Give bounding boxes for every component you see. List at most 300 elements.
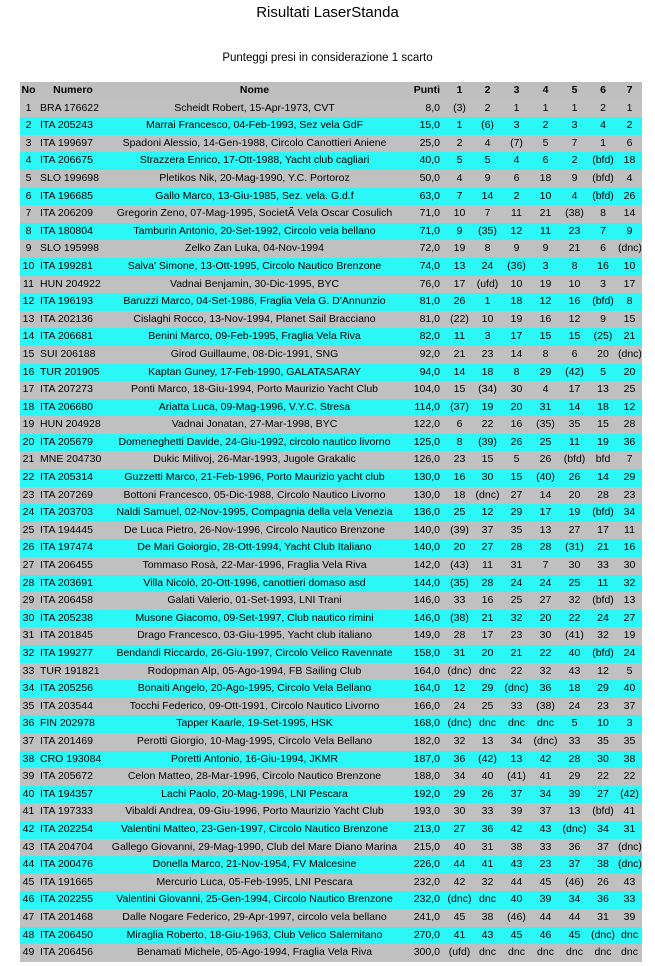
rank-cell: 34 xyxy=(20,680,37,698)
race-2-cell: dnc xyxy=(473,891,502,909)
race-1-cell: (43) xyxy=(446,557,473,575)
sailor-name-cell: Ponti Marco, 18-Giu-1994, Porto Maurizio Yacht Club xyxy=(109,381,400,399)
race-4-cell: 42 xyxy=(531,751,560,769)
race-5-cell: 17 xyxy=(560,381,589,399)
race-6-cell: 6 xyxy=(589,240,617,258)
table-row xyxy=(20,768,642,786)
race-1-cell: 20 xyxy=(446,539,473,557)
sail-number-cell: ITA 203544 xyxy=(37,698,109,716)
sail-number-cell: ITA 203691 xyxy=(37,575,109,593)
table-row xyxy=(20,135,642,153)
race-7-cell: 21 xyxy=(617,328,642,346)
sailor-name-cell: Tocchi Federico, 09-Ott-1991, Circolo Nautico Livorno xyxy=(109,698,400,716)
points-cell: 125,0 xyxy=(400,434,446,452)
race-4-cell: 11 xyxy=(531,223,560,241)
race-4-cell: (38) xyxy=(531,698,560,716)
race-4-cell: 31 xyxy=(531,399,560,417)
table-row xyxy=(20,311,642,329)
rank-cell: 31 xyxy=(20,627,37,645)
race-2-cell: 17 xyxy=(473,627,502,645)
race-3-cell: 33 xyxy=(502,698,531,716)
race-1-cell: (37) xyxy=(446,399,473,417)
race-7-cell: 4 xyxy=(617,170,642,188)
sailor-name-cell: Ariatta Luca, 09-Mag-1996, V.Y.C. Stresa xyxy=(109,399,400,417)
race-2-cell: 20 xyxy=(473,645,502,663)
race-6-cell: (bfd) xyxy=(589,592,617,610)
race-3-cell: dnc xyxy=(502,944,531,962)
sail-number-cell: ITA 201469 xyxy=(37,733,109,751)
race-2-cell: 8 xyxy=(473,240,502,258)
race-4-cell: 19 xyxy=(531,276,560,294)
table-row xyxy=(20,891,642,909)
race-5-cell: 39 xyxy=(560,786,589,804)
race-6-cell: 32 xyxy=(589,627,617,645)
rank-cell: 5 xyxy=(20,170,37,188)
sailor-name-cell: Bonaiti Angelo, 20-Ago-1995, Circolo Vela Bellano xyxy=(109,680,400,698)
race-4-cell: 33 xyxy=(531,839,560,857)
race-7-cell: 39 xyxy=(617,909,642,927)
race-1-cell: (22) xyxy=(446,311,473,329)
race-1-cell: 19 xyxy=(446,240,473,258)
points-cell: 193,0 xyxy=(400,803,446,821)
race-1-cell: (dnc) xyxy=(446,663,473,681)
points-cell: 122,0 xyxy=(400,416,446,434)
race-1-cell: 12 xyxy=(446,680,473,698)
rank-cell: 12 xyxy=(20,293,37,311)
race-2-cell: 37 xyxy=(473,522,502,540)
table-row xyxy=(20,663,642,681)
race-3-cell: 14 xyxy=(502,346,531,364)
sail-number-cell: ITA 196685 xyxy=(37,188,109,206)
race-5-cell: 15 xyxy=(560,328,589,346)
race-2-cell: 4 xyxy=(473,135,502,153)
race-1-cell: 33 xyxy=(446,592,473,610)
race-2-cell: 19 xyxy=(473,399,502,417)
race-7-cell: 11 xyxy=(617,522,642,540)
race-1-cell: 21 xyxy=(446,346,473,364)
race-1-cell: 45 xyxy=(446,909,473,927)
rank-cell: 4 xyxy=(20,152,37,170)
race-1-cell: 6 xyxy=(446,416,473,434)
points-cell: 140,0 xyxy=(400,539,446,557)
race-3-cell: 19 xyxy=(502,311,531,329)
sailor-name-cell: Galati Valerio, 01-Set-1993, LNI Trani xyxy=(109,592,400,610)
points-cell: 40,0 xyxy=(400,152,446,170)
race-5-cell: (42) xyxy=(560,364,589,382)
race-6-cell: (bfd) xyxy=(589,152,617,170)
race-5-cell: 2 xyxy=(560,152,589,170)
table-row xyxy=(20,170,642,188)
race-2-cell: 24 xyxy=(473,258,502,276)
race-2-cell: 29 xyxy=(473,680,502,698)
race-1-cell: 2 xyxy=(446,135,473,153)
race-2-cell: 28 xyxy=(473,575,502,593)
race-7-cell: 1 xyxy=(617,100,642,118)
race-2-cell: 11 xyxy=(473,557,502,575)
table-row xyxy=(20,504,642,522)
race-6-cell: (bfd) xyxy=(589,504,617,522)
race-3-cell: 28 xyxy=(502,539,531,557)
table-row xyxy=(20,803,642,821)
sail-number-cell: ITA 205679 xyxy=(37,434,109,452)
rank-cell: 18 xyxy=(20,399,37,417)
sail-number-cell: ITA 207273 xyxy=(37,381,109,399)
results-body xyxy=(20,100,642,962)
race-5-cell: (bfd) xyxy=(560,451,589,469)
race-1-cell: 13 xyxy=(446,258,473,276)
sailor-name-cell: Dalle Nogare Federico, 29-Apr-1997, circolo vela bellano xyxy=(109,909,400,927)
table-row xyxy=(20,240,642,258)
header-race-4: 4 xyxy=(531,82,560,100)
sailor-name-cell: Gregorin Zeno, 07-Mag-1995, SocietÃ Vela Oscar Cosulich xyxy=(109,205,400,223)
race-6-cell: 11 xyxy=(589,575,617,593)
race-5-cell: (38) xyxy=(560,205,589,223)
race-6-cell: 28 xyxy=(589,487,617,505)
race-1-cell: 7 xyxy=(446,188,473,206)
race-2-cell: 23 xyxy=(473,346,502,364)
sail-number-cell: SLO 195998 xyxy=(37,240,109,258)
rank-cell: 23 xyxy=(20,487,37,505)
points-cell: 144,0 xyxy=(400,575,446,593)
page-title: Risultati LaserStanda xyxy=(256,4,399,21)
points-cell: 192,0 xyxy=(400,786,446,804)
rank-cell: 21 xyxy=(20,451,37,469)
race-6-cell: 2 xyxy=(589,100,617,118)
race-5-cell: 20 xyxy=(560,487,589,505)
sailor-name-cell: Zelko Zan Luka, 04-Nov-1994 xyxy=(109,240,400,258)
race-6-cell: 1 xyxy=(589,135,617,153)
race-6-cell: 5 xyxy=(589,364,617,382)
sailor-name-cell: Marrai Francesco, 04-Feb-1993, Sez vela GdF xyxy=(109,117,400,135)
race-1-cell: 1 xyxy=(446,117,473,135)
race-6-cell: 38 xyxy=(589,856,617,874)
race-4-cell: 26 xyxy=(531,451,560,469)
table-row xyxy=(20,364,642,382)
race-2-cell: 31 xyxy=(473,839,502,857)
race-2-cell: 38 xyxy=(473,909,502,927)
sailor-name-cell: Cislaghi Rocco, 13-Nov-1994, Planet Sail Bracciano xyxy=(109,311,400,329)
sailor-name-cell: Baruzzi Marco, 04-Set-1986, Fraglia Vela G. D'Annunzio xyxy=(109,293,400,311)
header-race-2: 2 xyxy=(473,82,502,100)
race-6-cell: 8 xyxy=(589,205,617,223)
race-2-cell: 14 xyxy=(473,188,502,206)
table-row xyxy=(20,856,642,874)
race-7-cell: 28 xyxy=(617,416,642,434)
race-1-cell: (35) xyxy=(446,575,473,593)
race-4-cell: 10 xyxy=(531,188,560,206)
rank-cell: 17 xyxy=(20,381,37,399)
race-6-cell: 37 xyxy=(589,839,617,857)
sail-number-cell: ITA 203703 xyxy=(37,504,109,522)
race-6-cell: 18 xyxy=(589,399,617,417)
race-5-cell: 10 xyxy=(560,276,589,294)
race-2-cell: 13 xyxy=(473,733,502,751)
table-row xyxy=(20,539,642,557)
sail-number-cell: ITA 204704 xyxy=(37,839,109,857)
race-1-cell: 9 xyxy=(446,223,473,241)
rank-cell: 22 xyxy=(20,469,37,487)
race-5-cell: (41) xyxy=(560,627,589,645)
race-4-cell: 6 xyxy=(531,152,560,170)
race-2-cell: 9 xyxy=(473,170,502,188)
race-7-cell: 38 xyxy=(617,751,642,769)
race-1-cell: 27 xyxy=(446,821,473,839)
race-4-cell: 17 xyxy=(531,504,560,522)
table-row xyxy=(20,451,642,469)
table-row xyxy=(20,575,642,593)
race-4-cell: 14 xyxy=(531,487,560,505)
race-5-cell: 25 xyxy=(560,575,589,593)
rank-cell: 37 xyxy=(20,733,37,751)
race-7-cell: 18 xyxy=(617,152,642,170)
race-5-cell: (46) xyxy=(560,874,589,892)
race-2-cell: 2 xyxy=(473,100,502,118)
race-4-cell: 23 xyxy=(531,856,560,874)
sailor-name-cell: Villa Nicolò, 20-Ott-1996, canottieri domaso asd xyxy=(109,575,400,593)
points-cell: 50,0 xyxy=(400,170,446,188)
table-row xyxy=(20,328,642,346)
header-race-1: 1 xyxy=(446,82,473,100)
race-6-cell: 29 xyxy=(589,680,617,698)
sailor-name-cell: Valentini Matteo, 23-Gen-1997, Circolo Nautico Brenzone xyxy=(109,821,400,839)
race-3-cell: 2 xyxy=(502,188,531,206)
table-row xyxy=(20,416,642,434)
race-4-cell: 44 xyxy=(531,909,560,927)
race-5-cell: 44 xyxy=(560,909,589,927)
race-4-cell: 18 xyxy=(531,170,560,188)
sail-number-cell: SUI 206188 xyxy=(37,346,109,364)
race-1-cell: 31 xyxy=(446,645,473,663)
sail-number-cell: ITA 199277 xyxy=(37,645,109,663)
sail-number-cell: ITA 199281 xyxy=(37,258,109,276)
rank-cell: 47 xyxy=(20,909,37,927)
race-6-cell: 14 xyxy=(589,469,617,487)
race-7-cell: 2 xyxy=(617,117,642,135)
race-4-cell: 15 xyxy=(531,328,560,346)
table-row xyxy=(20,751,642,769)
points-cell: 166,0 xyxy=(400,698,446,716)
rank-cell: 27 xyxy=(20,557,37,575)
race-7-cell: 27 xyxy=(617,610,642,628)
race-1-cell: 30 xyxy=(446,803,473,821)
race-2-cell: 40 xyxy=(473,768,502,786)
race-3-cell: 22 xyxy=(502,663,531,681)
race-3-cell: (dnc) xyxy=(502,680,531,698)
race-7-cell: 15 xyxy=(617,311,642,329)
sail-number-cell: TUR 201905 xyxy=(37,364,109,382)
race-2-cell: (35) xyxy=(473,223,502,241)
race-1-cell: 16 xyxy=(446,469,473,487)
race-6-cell: 23 xyxy=(589,698,617,716)
race-6-cell: 24 xyxy=(589,610,617,628)
race-4-cell: 34 xyxy=(531,786,560,804)
points-cell: 226,0 xyxy=(400,856,446,874)
race-1-cell: 23 xyxy=(446,451,473,469)
sailor-name-cell: Benamati Michele, 05-Ago-1994, Fraglia Vela Riva xyxy=(109,944,400,962)
points-cell: 182,0 xyxy=(400,733,446,751)
rank-cell: 2 xyxy=(20,117,37,135)
race-5-cell: 21 xyxy=(560,240,589,258)
race-1-cell: 5 xyxy=(446,152,473,170)
race-4-cell: 36 xyxy=(531,680,560,698)
sailor-name-cell: Donella Marco, 21-Nov-1954, FV Malcesine xyxy=(109,856,400,874)
race-5-cell: 32 xyxy=(560,592,589,610)
race-5-cell: 36 xyxy=(560,839,589,857)
rank-cell: 1 xyxy=(20,100,37,118)
rank-cell: 41 xyxy=(20,803,37,821)
race-7-cell: 16 xyxy=(617,539,642,557)
race-2-cell: 12 xyxy=(473,504,502,522)
race-5-cell: 43 xyxy=(560,663,589,681)
race-5-cell: 16 xyxy=(560,293,589,311)
sail-number-cell: ITA 197474 xyxy=(37,539,109,557)
race-5-cell: 13 xyxy=(560,803,589,821)
sailor-name-cell: Drago Francesco, 03-Giu-1995, Yacht club italiano xyxy=(109,627,400,645)
race-3-cell: 32 xyxy=(502,610,531,628)
race-3-cell: 5 xyxy=(502,451,531,469)
race-6-cell: 4 xyxy=(589,117,617,135)
race-2-cell: 33 xyxy=(473,803,502,821)
race-7-cell: 19 xyxy=(617,627,642,645)
race-1-cell: 41 xyxy=(446,927,473,945)
points-cell: 8,0 xyxy=(400,100,446,118)
race-3-cell: 35 xyxy=(502,522,531,540)
table-row xyxy=(20,399,642,417)
table-row xyxy=(20,152,642,170)
race-6-cell: 26 xyxy=(589,874,617,892)
table-row xyxy=(20,117,642,135)
race-4-cell: 22 xyxy=(531,645,560,663)
race-3-cell: (7) xyxy=(502,135,531,153)
race-7-cell: 20 xyxy=(617,364,642,382)
race-7-cell: 30 xyxy=(617,557,642,575)
sail-number-cell: ITA 191665 xyxy=(37,874,109,892)
race-1-cell: 11 xyxy=(446,328,473,346)
race-3-cell: 11 xyxy=(502,205,531,223)
race-6-cell: (bfd) xyxy=(589,170,617,188)
rank-cell: 8 xyxy=(20,223,37,241)
race-4-cell: 25 xyxy=(531,434,560,452)
sail-number-cell: ITA 206209 xyxy=(37,205,109,223)
race-7-cell: 34 xyxy=(617,504,642,522)
race-1-cell: 32 xyxy=(446,733,473,751)
race-1-cell: 8 xyxy=(446,434,473,452)
race-4-cell: 30 xyxy=(531,627,560,645)
rank-cell: 39 xyxy=(20,768,37,786)
race-7-cell: 7 xyxy=(617,451,642,469)
sail-number-cell: ITA 206681 xyxy=(37,328,109,346)
sail-number-cell: ITA 206675 xyxy=(37,152,109,170)
header-race-3: 3 xyxy=(502,82,531,100)
table-row xyxy=(20,205,642,223)
race-1-cell: (3) xyxy=(446,100,473,118)
sail-number-cell: ITA 205256 xyxy=(37,680,109,698)
sail-number-cell: ITA 206455 xyxy=(37,557,109,575)
rank-cell: 13 xyxy=(20,311,37,329)
race-3-cell: 42 xyxy=(502,821,531,839)
race-3-cell: (36) xyxy=(502,258,531,276)
race-2-cell: 18 xyxy=(473,364,502,382)
rank-cell: 45 xyxy=(20,874,37,892)
sailor-name-cell: Tommaso Rosà, 22-Mar-1996, Fraglia Vela Riva xyxy=(109,557,400,575)
race-2-cell: (34) xyxy=(473,381,502,399)
rank-cell: 26 xyxy=(20,539,37,557)
sailor-name-cell: Girod Guillaume, 08-Dic-1991, SNG xyxy=(109,346,400,364)
race-7-cell: 24 xyxy=(617,645,642,663)
race-6-cell: (bfd) xyxy=(589,645,617,663)
rank-cell: 38 xyxy=(20,751,37,769)
rank-cell: 3 xyxy=(20,135,37,153)
sail-number-cell: ITA 202136 xyxy=(37,311,109,329)
race-6-cell: 20 xyxy=(589,346,617,364)
sail-number-cell: SLO 199698 xyxy=(37,170,109,188)
header-numero: Numero xyxy=(37,82,109,100)
race-2-cell: 36 xyxy=(473,821,502,839)
race-7-cell: 5 xyxy=(617,663,642,681)
points-cell: 164,0 xyxy=(400,680,446,698)
race-5-cell: 7 xyxy=(560,135,589,153)
race-6-cell: 13 xyxy=(589,381,617,399)
race-6-cell: (dnc) xyxy=(589,927,617,945)
sailor-name-cell: Poretti Antonio, 16-Giu-1994, JKMR xyxy=(109,751,400,769)
race-7-cell: 14 xyxy=(617,205,642,223)
sail-number-cell: HUN 204922 xyxy=(37,276,109,294)
race-3-cell: 44 xyxy=(502,874,531,892)
sailor-name-cell: Scheidt Robert, 15-Apr-1973, CVT xyxy=(109,100,400,118)
race-4-cell: 4 xyxy=(531,381,560,399)
race-2-cell: 43 xyxy=(473,927,502,945)
header-row xyxy=(20,82,642,100)
race-7-cell: 8 xyxy=(617,293,642,311)
points-cell: 71,0 xyxy=(400,223,446,241)
points-cell: 213,0 xyxy=(400,821,446,839)
race-3-cell: 34 xyxy=(502,733,531,751)
points-cell: 76,0 xyxy=(400,276,446,294)
race-1-cell: 40 xyxy=(446,839,473,857)
race-5-cell: 3 xyxy=(560,117,589,135)
rank-cell: 42 xyxy=(20,821,37,839)
sailor-name-cell: Guzzetti Marco, 21-Feb-1996, Porto Maurizio yacht club xyxy=(109,469,400,487)
race-3-cell: 13 xyxy=(502,751,531,769)
points-cell: 71,0 xyxy=(400,205,446,223)
race-2-cell: 7 xyxy=(473,205,502,223)
race-2-cell: 1 xyxy=(473,293,502,311)
points-cell: 82,0 xyxy=(400,328,446,346)
race-6-cell: (bfd) xyxy=(589,188,617,206)
race-2-cell: 26 xyxy=(473,786,502,804)
race-4-cell: dnc xyxy=(531,715,560,733)
race-2-cell: 25 xyxy=(473,698,502,716)
race-5-cell: 33 xyxy=(560,733,589,751)
sail-number-cell: ITA 202254 xyxy=(37,821,109,839)
table-row xyxy=(20,627,642,645)
points-cell: 74,0 xyxy=(400,258,446,276)
race-3-cell: 1 xyxy=(502,100,531,118)
race-3-cell: 20 xyxy=(502,399,531,417)
table-row xyxy=(20,680,642,698)
race-7-cell: 29 xyxy=(617,469,642,487)
race-5-cell: (dnc) xyxy=(560,821,589,839)
race-7-cell: 3 xyxy=(617,715,642,733)
sail-number-cell: ITA 201468 xyxy=(37,909,109,927)
rank-cell: 40 xyxy=(20,786,37,804)
points-cell: 63,0 xyxy=(400,188,446,206)
sail-number-cell: ITA 206456 xyxy=(37,944,109,962)
race-3-cell: 12 xyxy=(502,223,531,241)
race-2-cell: 22 xyxy=(473,416,502,434)
race-4-cell: 27 xyxy=(531,592,560,610)
race-7-cell: 36 xyxy=(617,434,642,452)
